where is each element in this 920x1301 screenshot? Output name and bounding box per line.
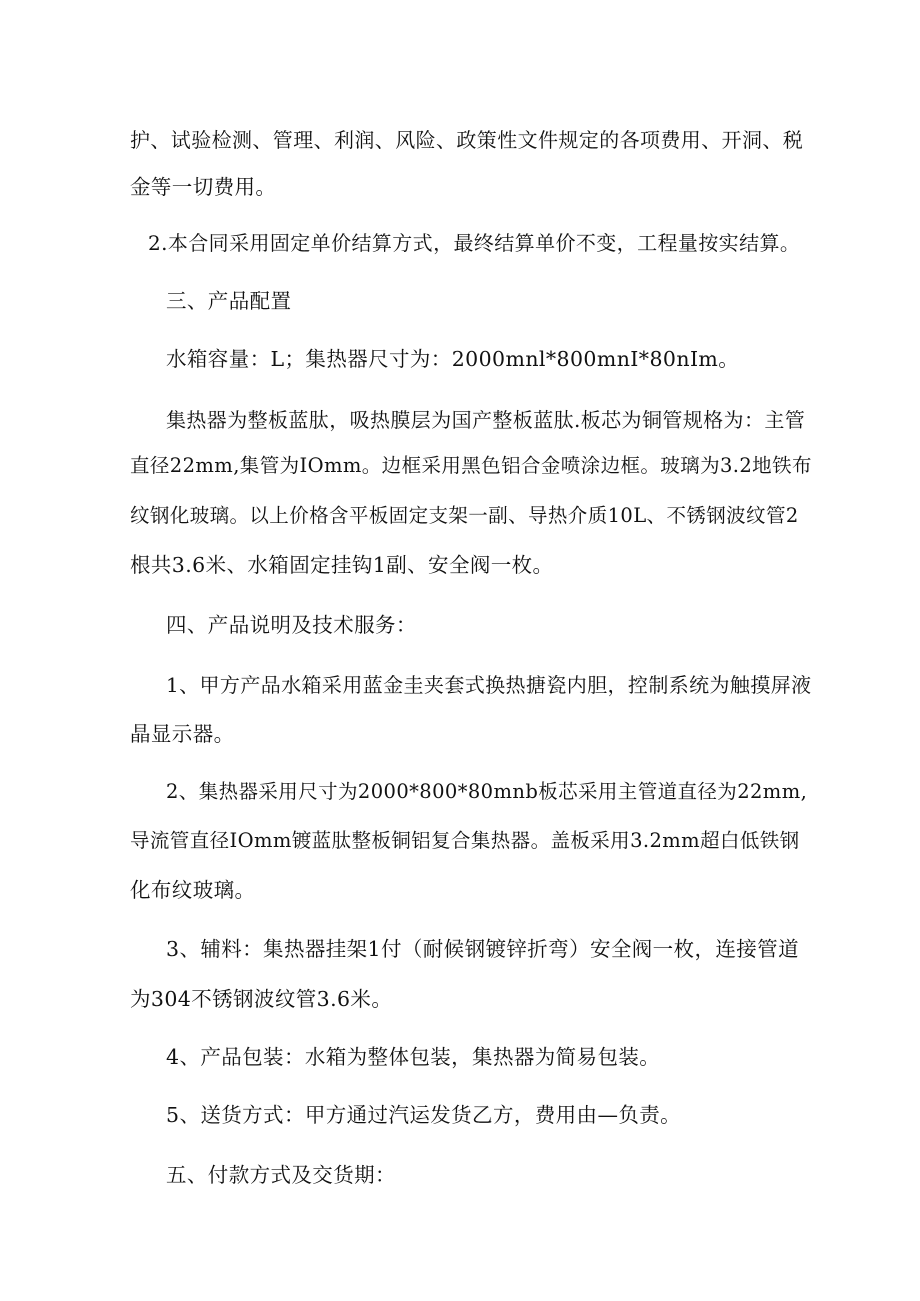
text-line: 2.本合同采用固定单价结算方式，最终结算单价不变，工程量按实结算。 bbox=[148, 231, 801, 255]
text-line: 化布纹玻璃。 bbox=[130, 878, 256, 902]
text-line: 水箱容量：L；集热器尺寸为：2000mnl*800mnI*80nIm。 bbox=[166, 347, 740, 371]
section-heading: 五、付款方式及交货期： bbox=[166, 1163, 396, 1187]
text-line: 5、送货方式：甲方通过汽运发货乙方，费用由—负责。 bbox=[166, 1103, 682, 1127]
text-line: 集热器为整板蓝肽，吸热膜层为国产整板蓝肽.板芯为铜管规格为：主管 bbox=[166, 408, 806, 432]
text-line: 4、产品包装：水箱为整体包装，集热器为简易包装。 bbox=[166, 1045, 661, 1069]
text-line: 晶显示器。 bbox=[130, 722, 235, 746]
text-line: 根共3.6米、水箱固定挂钩1副、安全阀一枚。 bbox=[130, 553, 554, 577]
text-line: 纹钢化玻璃。以上价格含平板固定支架一副、导热介质10L、不锈钢波纹管2 bbox=[130, 504, 799, 527]
text-line: 金等一切费用。 bbox=[130, 175, 277, 199]
section-heading: 三、产品配置 bbox=[166, 289, 292, 313]
text-line: 2、集热器采用尺寸为2000*800*80mnb板芯采用主管道直径为22mm, bbox=[166, 780, 808, 803]
text-line: 导流管直径IOmm镀蓝肽整板铜铝复合集热器。盖板采用3.2mm超白低铁钢 bbox=[130, 829, 800, 852]
text-line: 护、试验检测、管理、利润、风险、政策性文件规定的各项费用、开洞、税 bbox=[130, 128, 804, 152]
text-line: 为304不锈钢波纹管3.6米。 bbox=[130, 987, 393, 1011]
section-heading: 四、产品说明及技术服务： bbox=[166, 613, 417, 637]
text-line: 直径22mm,集管为IOmm。边框采用黑色铝合金喷涂边框。玻璃为3.2地铁布 bbox=[130, 454, 812, 477]
text-line: 1、甲方产品水箱采用蓝金圭夹套式换热搪瓷内胆，控制系统为触摸屏液 bbox=[166, 673, 812, 697]
text-line: 3、辅料：集热器挂架1付（耐候钢镀锌折弯）安全阀一枚，连接管道 bbox=[166, 937, 799, 961]
